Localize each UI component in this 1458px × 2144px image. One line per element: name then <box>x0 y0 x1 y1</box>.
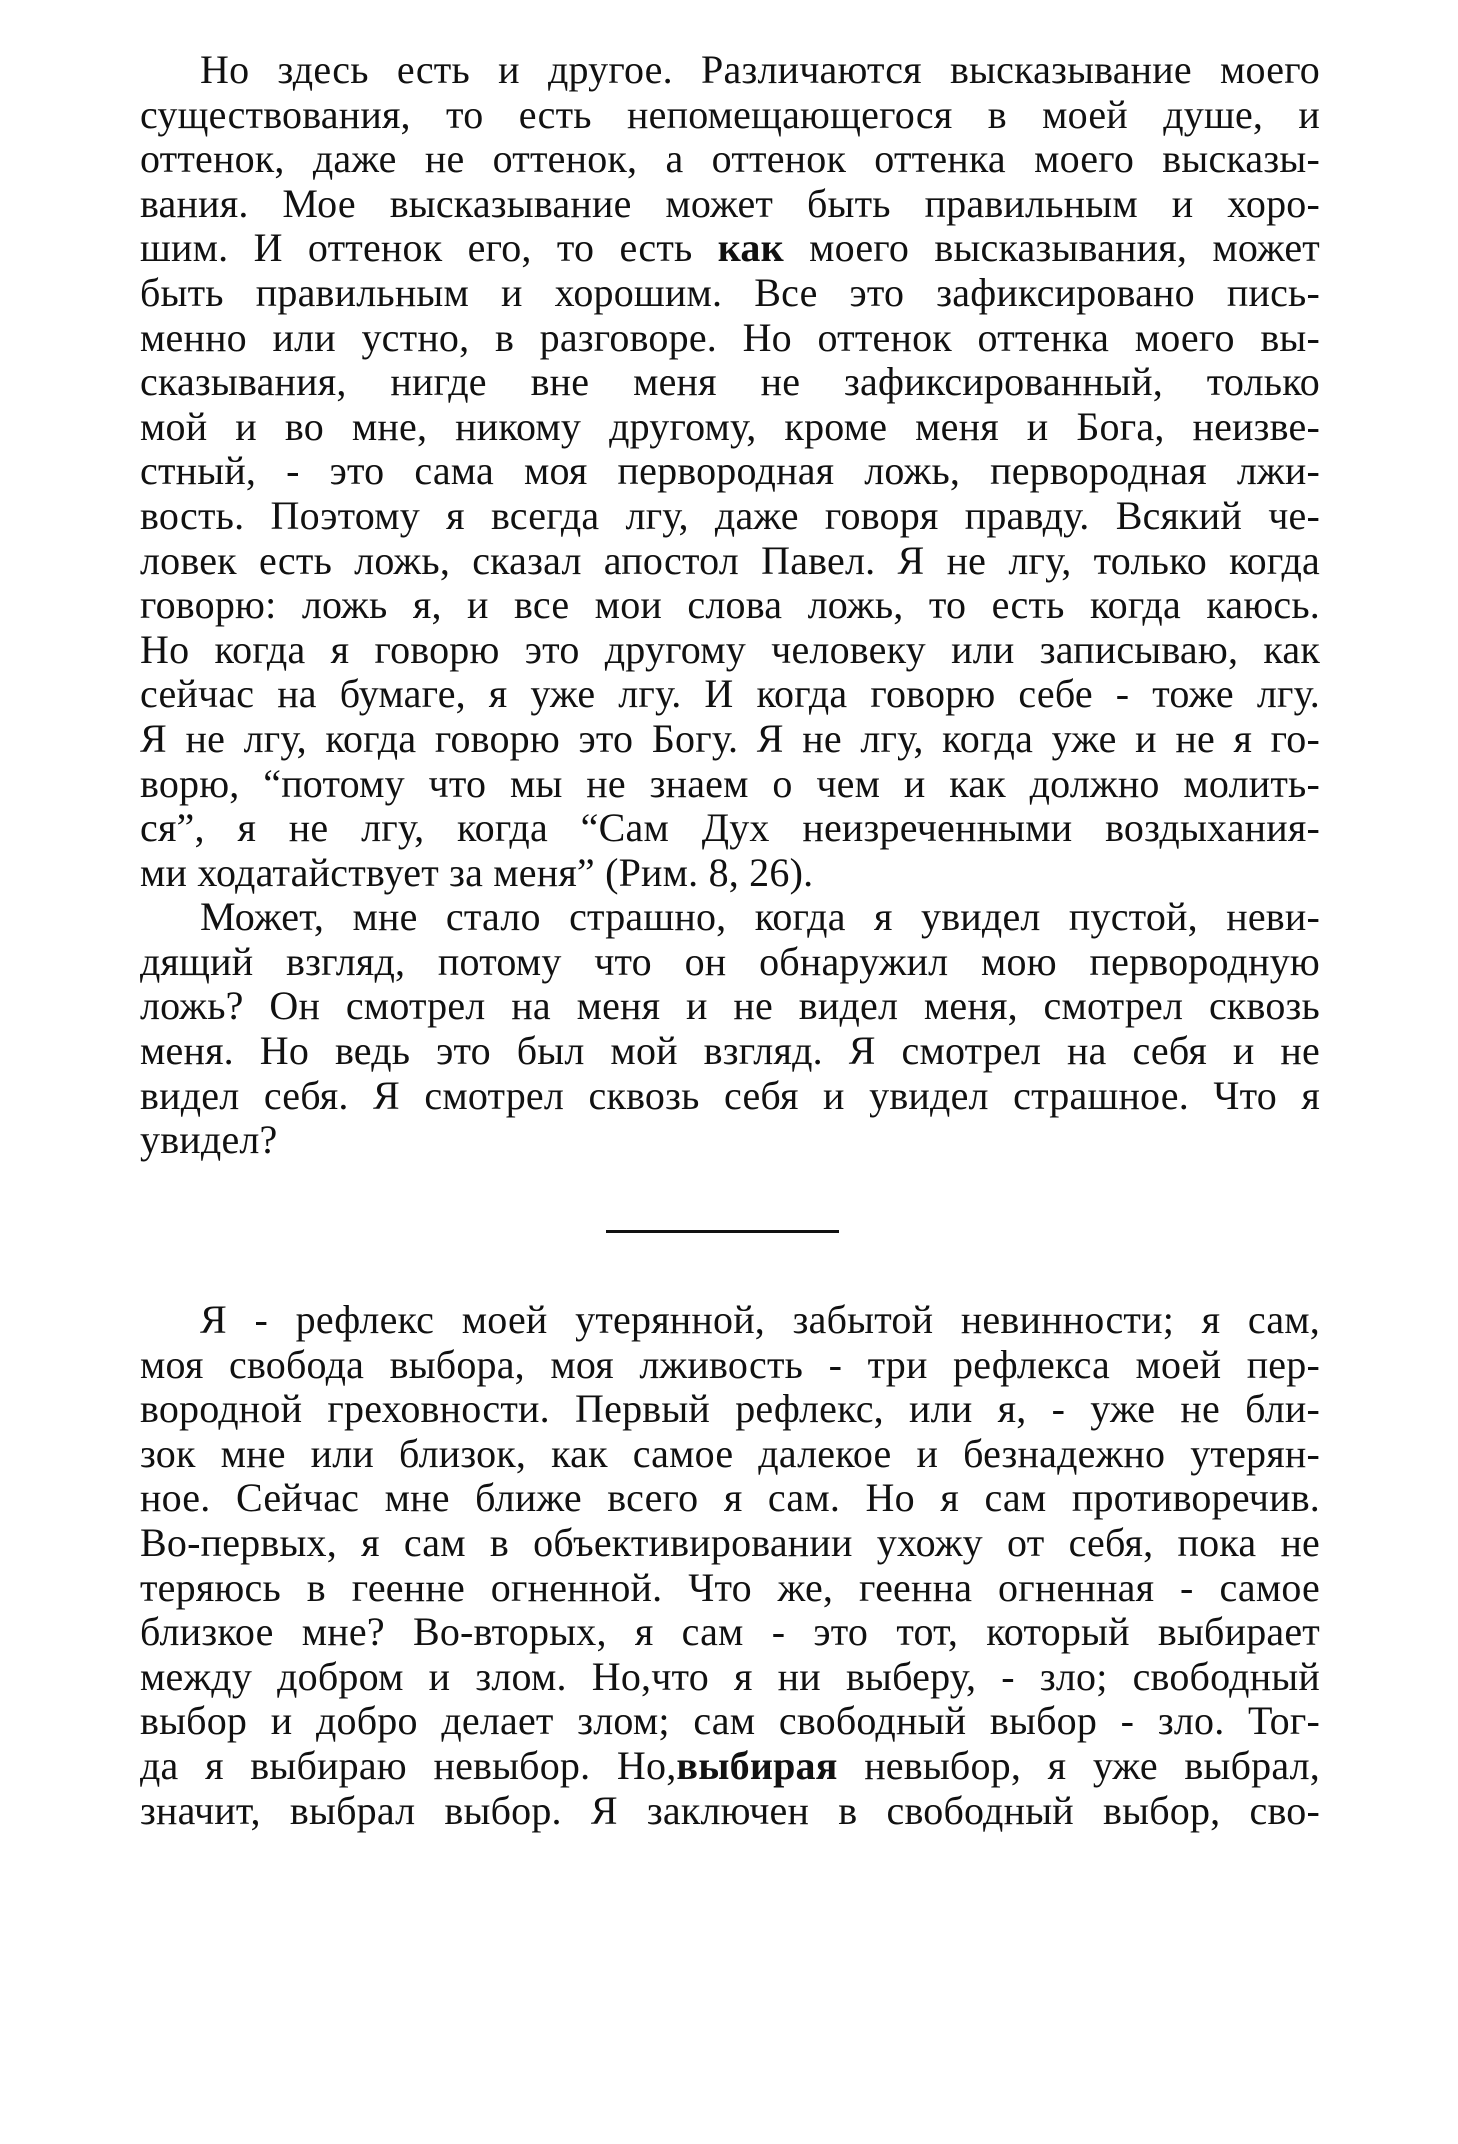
text-line: ворю, “потому что мы не знаем о чем и как должно молить- <box>140 760 1320 806</box>
text-line: существования, то есть непомещающегося в моей душе, и <box>140 91 1320 137</box>
emphasis-word: как <box>717 225 784 271</box>
text-block-bottom <box>140 1298 1320 1833</box>
text-line: Может, мне стало страшно, когда я увидел пустой, неви- <box>200 894 1320 940</box>
section-separator <box>606 1230 839 1233</box>
text-line: меня. Но ведь это был мой взгляд. Я смотрел на себя и не <box>140 1028 1320 1074</box>
text-line <box>140 1744 1320 1789</box>
text-line: мой и во мне, никому другому, кроме меня и Бога, неизве- <box>140 403 1320 449</box>
text-line: вания. Мое высказывание может быть правильным и хоро- <box>140 180 1320 226</box>
text-line: Но здесь есть и другое. Различаются высказывание моего <box>200 47 1320 92</box>
text-line: близкое мне? Во-вторых, я сам - это тот, который выбирает <box>140 1609 1320 1655</box>
text-line: ми ходатайствует за меня” (Рим. 8, 26). <box>140 849 814 895</box>
text-line: Я - рефлекс моей утерянной, забытой невинности; я сам, <box>200 1297 1320 1342</box>
text-line: зок мне или близок, как самое далекое и безнадежно утерян- <box>140 1430 1320 1476</box>
text-line: вородной греховности. Первый рефлекс, или я, - уже не бли- <box>140 1386 1320 1432</box>
text-line: сейчас на бумаге, я уже лгу. И когда говорю себе - тоже лгу. <box>140 671 1320 717</box>
text-line: между добром и злом. Но,что я ни выберу, - зло; свободный <box>140 1653 1320 1699</box>
text-line: ловек есть ложь, сказал апостол Павел. Я не лгу, только когда <box>140 537 1320 583</box>
text-line: стный, - это сама моя первородная ложь, первородная лжи- <box>140 448 1320 494</box>
text-line <box>140 226 1320 271</box>
text-block-top <box>140 48 1320 1163</box>
text-line: менно или устно, в разговоре. Но оттенок оттенка моего вы- <box>140 314 1320 360</box>
text-run: моего высказывания, может <box>783 225 1320 271</box>
text-line: дящий взгляд, потому что он обнаружил мою первородную <box>140 938 1320 984</box>
text-line: Но когда я говорю это другому человеку или записываю, как <box>140 626 1320 672</box>
text-line: выбор и добро делает злом; сам свободный выбор - зло. Тог- <box>140 1698 1320 1744</box>
text-run: невыбор, я уже выбрал, <box>837 1742 1320 1788</box>
text-line: сказывания, нигде вне меня не зафиксированный, только <box>140 359 1320 405</box>
text-line: видел себя. Я смотрел сквозь себя и увидел страшное. Что я <box>140 1072 1320 1118</box>
text-line: ложь? Он смотрел на меня и не видел меня, смотрел сквозь <box>140 983 1320 1029</box>
paragraph-1 <box>140 48 1320 895</box>
text-line: ся”, я не лгу, когда “Сам Дух неизреченными воздыхания- <box>140 805 1320 851</box>
text-line: Я не лгу, когда говорю это Богу. Я не лгу, когда уже и не я го- <box>140 715 1320 761</box>
text-line: вость. Поэтому я всегда лгу, даже говоря правду. Всякий че- <box>140 492 1320 538</box>
paragraph-3 <box>140 1298 1320 1833</box>
paragraph-2 <box>140 895 1320 1163</box>
text-run: шим. И оттенок его, то есть <box>140 225 718 271</box>
text-line: оттенок, даже не оттенок, а оттенок оттенка моего высказы- <box>140 136 1320 182</box>
text-line: быть правильным и хорошим. Все это зафиксировано пись- <box>140 269 1320 315</box>
text-line: ное. Сейчас мне ближе всего я сам. Но я сам противоречив. <box>140 1475 1320 1521</box>
text-line: говорю: ложь я, и все мои слова ложь, то есть когда каюсь. <box>140 582 1320 628</box>
text-line: теряюсь в геенне огненной. Что же, геенна огненная - самое <box>140 1564 1320 1610</box>
text-line: моя свобода выбора, моя лживость - три рефлекса моей пер- <box>140 1341 1320 1387</box>
text-line: значит, выбрал выбор. Я заключен в свободный выбор, сво- <box>140 1787 1320 1833</box>
emphasis-word: выбирая <box>676 1742 838 1788</box>
text-run: да я выбираю невыбор. Но, <box>140 1742 677 1788</box>
text-line: Во-первых, я сам в объективировании ухожу от себя, пока не <box>140 1519 1320 1565</box>
text-line: увидел? <box>140 1117 278 1163</box>
